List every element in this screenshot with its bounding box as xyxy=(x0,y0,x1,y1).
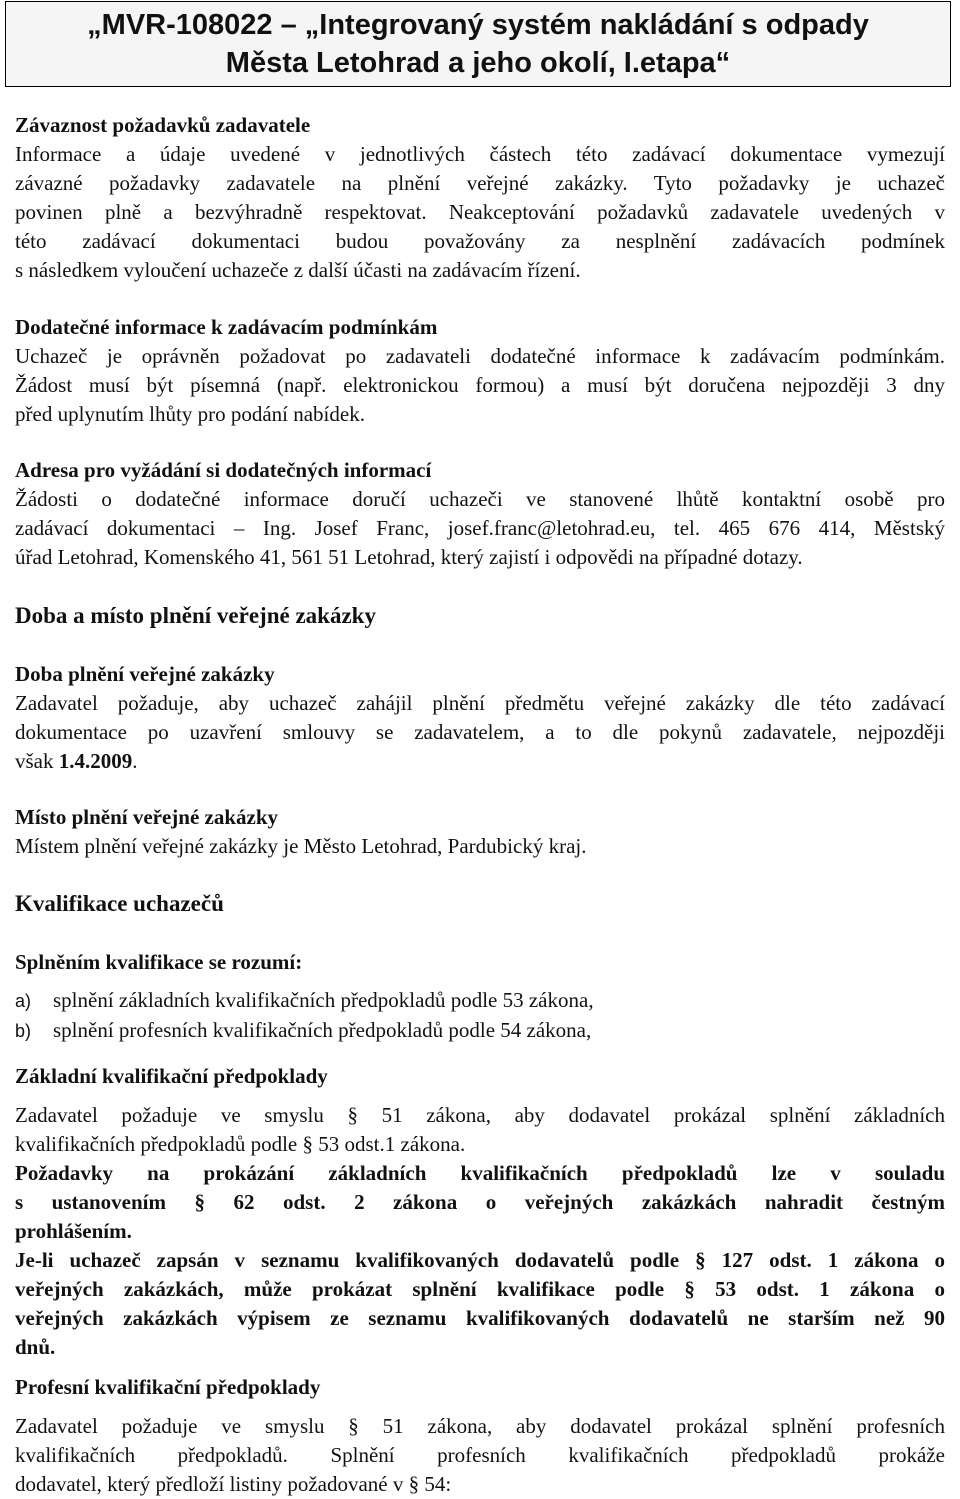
paragraph-line: dokumentace po uzavření smlouvy se zadavatelem, a to dle pokynů zadavatele, nejpozději xyxy=(15,720,945,744)
heading-zavaznost: Závaznost požadavků zadavatele xyxy=(15,113,311,137)
heading-dodatecne: Dodatečné informace k zadávacím podmínkám xyxy=(15,315,438,339)
paragraph-line: Uchazeč je oprávněn požadovat po zadavateli dodatečné informace k zadávacím podmínkám. xyxy=(15,344,945,368)
heading-profesni: Profesní kvalifikační předpoklady xyxy=(15,1375,321,1399)
paragraph-line-bold: s ustanovením § 62 odst. 2 zákona o veřejných zakázkách nahradit čestným xyxy=(15,1190,945,1214)
list-item xyxy=(15,986,945,1016)
paragraph-line: Žádosti o dodatečné informace doručí uchazeči ve stanovené lhůtě kontaktní osobě pro xyxy=(15,487,945,511)
paragraph-line: dodavatel, který předloží listiny požadované v § 54: xyxy=(15,1472,452,1496)
paragraph-line: Zadavatel požaduje ve smyslu § 51 zákona, aby dodavatel prokázal splnění základních xyxy=(15,1103,945,1127)
heading-splnenim: Splněním kvalifikace se rozumí: xyxy=(15,950,303,974)
text-span: však xyxy=(15,749,59,773)
heading-misto: Místo plnění veřejné zakázky xyxy=(15,805,279,829)
text-span: . xyxy=(132,749,138,773)
deadline-date: 1.4.2009 xyxy=(58,749,133,773)
paragraph-line-bold: dnů. xyxy=(15,1335,56,1359)
list-marker: a) xyxy=(15,991,32,1011)
paragraph-line: kvalifikačních předpokladů podle § 53 odst.1 zákona. xyxy=(15,1132,466,1156)
paragraph-line: Zadavatel požaduje, aby uchazeč zahájil plnění předmětu veřejné zakázky dle této zadávací xyxy=(15,691,945,715)
document-title-box xyxy=(5,1,951,87)
paragraph-line-bold: Je-li uchazeč zapsán v seznamu kvalifikovaných dodavatelů podle § 127 odst. 1 zákona o xyxy=(15,1248,945,1272)
paragraph-line: Místem plnění veřejné zakázky je Město Letohrad, Pardubický kraj. xyxy=(15,834,587,858)
list-marker: b) xyxy=(15,1021,32,1041)
section-heading-doba-misto: Doba a místo plnění veřejné zakázky xyxy=(15,603,376,628)
section-misto xyxy=(15,803,945,861)
paragraph-line: Žádost musí být písemná (např. elektronickou formou) a musí být doručena nejpozději 3 dny xyxy=(15,373,945,397)
section-heading-kvalifikace: Kvalifikace uchazečů xyxy=(15,891,224,916)
section-zavaznost xyxy=(15,111,945,285)
section-doba xyxy=(15,660,945,776)
section-adresa xyxy=(15,456,945,572)
section-kvalifikace-list xyxy=(15,948,945,1046)
paragraph-line: kvalifikačních předpokladů. Splnění profesních kvalifikačních předpokladů prokáže xyxy=(15,1443,945,1467)
paragraph-line: Zadavatel požaduje ve smyslu § 51 zákona, aby dodavatel prokázal splnění profesních xyxy=(15,1414,945,1438)
paragraph-line: úřad Letohrad, Komenského 41, 561 51 Letohrad, který zajistí i odpovědi na případné dotazy. xyxy=(15,545,803,569)
paragraph-line: této zadávací dokumentaci budou považovány za nesplnění zadávacích podmínek xyxy=(15,229,945,253)
list-item xyxy=(15,1016,945,1046)
title-line-1: „MVR-108022 – „Integrovaný systém nakládání s odpady xyxy=(87,9,869,41)
section-zakladni xyxy=(15,1062,945,1362)
heading-adresa: Adresa pro vyžádání si dodatečných informací xyxy=(15,458,432,482)
paragraph-line: před uplynutím lhůty pro podání nabídek. xyxy=(15,402,365,426)
paragraph-line: s následkem vyloučení uchazeče z další účasti na zadávacím řízení. xyxy=(15,258,581,282)
paragraph-line: Informace a údaje uvedené v jednotlivých částech této zadávací dokumentace vymezují xyxy=(15,142,945,166)
title-line-2: Města Letohrad a jeho okolí, I.etapa“ xyxy=(225,47,731,79)
paragraph-line: zadávací dokumentaci – Ing. Josef Franc, josef.franc@letohrad.eu, tel. 465 676 414, Městský xyxy=(15,516,945,540)
heading-doba: Doba plnění veřejné zakázky xyxy=(15,662,275,686)
paragraph-line: povinen plně a bezvýhradně respektovat. Neakceptování požadavků zadavatele uvedených v xyxy=(15,200,945,224)
paragraph-line-bold: prohlášením. xyxy=(15,1219,132,1243)
list-item-text: splnění základních kvalifikačních předpokladů podle 53 zákona, xyxy=(53,988,594,1012)
paragraph-line-bold: Požadavky na prokázání základních kvalifikačních předpokladů lze v souladu xyxy=(15,1161,945,1185)
paragraph-line: závazné požadavky zadavatele na plnění veřejné zakázky. Tyto požadavky je uchazeč xyxy=(15,171,945,195)
paragraph-line-bold: veřejných zakázkách výpisem ze seznamu kvalifikovaných dodavatelů ne starším než 90 xyxy=(15,1306,945,1330)
section-profesni xyxy=(15,1373,945,1499)
paragraph-line xyxy=(15,747,945,776)
list-item-text: splnění profesních kvalifikačních předpokladů podle 54 zákona, xyxy=(53,1018,592,1042)
paragraph-line-bold: veřejných zakázkách, může prokázat splnění kvalifikace podle § 53 odst. 1 zákona o xyxy=(15,1277,945,1301)
heading-zakladni: Základní kvalifikační předpoklady xyxy=(15,1064,328,1088)
section-dodatecne xyxy=(15,313,945,429)
